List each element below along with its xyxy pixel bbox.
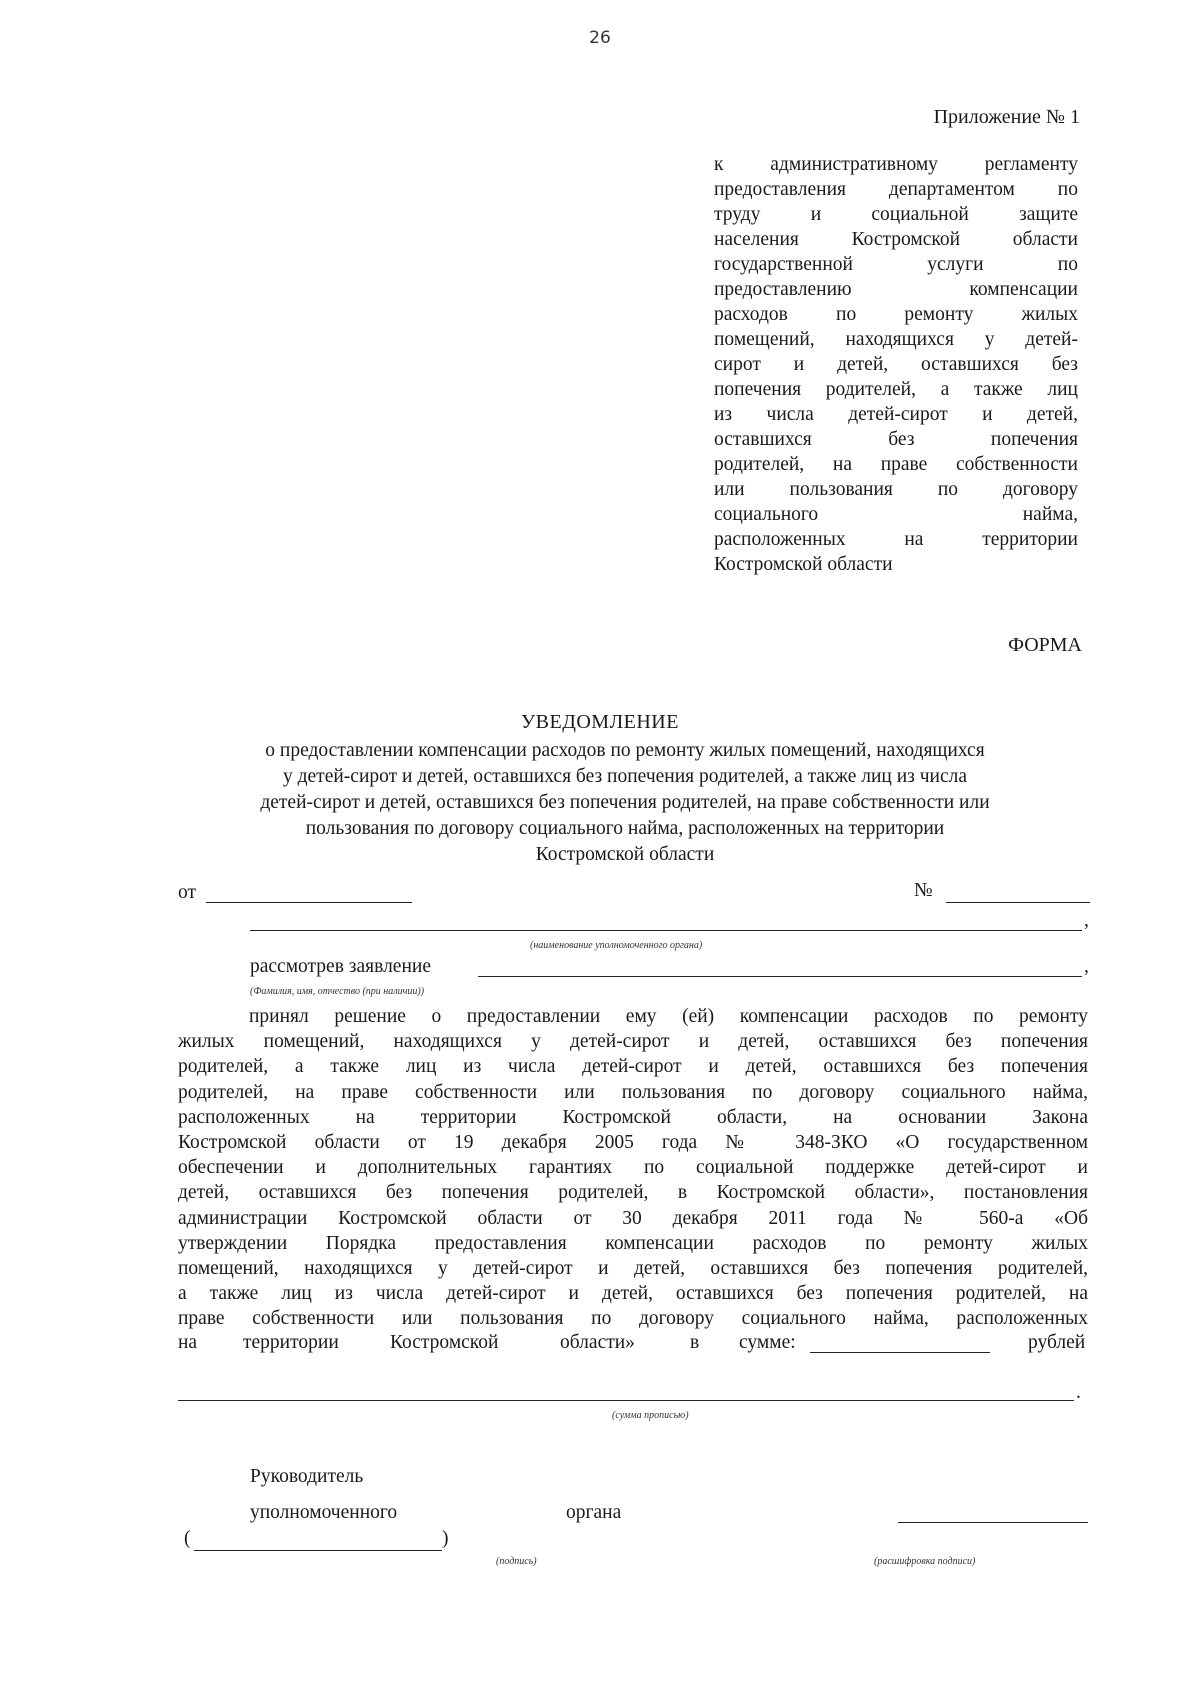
body-line: а также лиц из числа детей-сирот и детей, оставшихся без попечения родителей, на <box>178 1283 1088 1305</box>
form-label: ФОРМА <box>1008 634 1082 656</box>
number-field[interactable] <box>946 902 1090 903</box>
body-line: расположенных на территории Костромской области, на основании Закона <box>178 1106 1088 1128</box>
body-line: администрации Костромской области от 30 декабря 2011 года № 560-а «Об <box>178 1207 1088 1229</box>
addressee-line: попечения родителей, а также лиц <box>714 379 1078 400</box>
addressee-line: труду и социальной защите <box>714 204 1078 225</box>
addressee-line: расположенных на территории <box>714 529 1078 550</box>
open-paren: ( <box>184 1528 191 1549</box>
body-line: праве собственности или пользования по договору социального найма, расположенных <box>178 1308 1088 1330</box>
sign-caption: (подпись) <box>496 1556 537 1567</box>
subtitle-line: у детей-сирот и детей, оставшихся без попечения родителей, а также лиц из числа <box>282 766 968 787</box>
body-line: помещений, находящихся у детей-сирот и детей, оставшихся без попечения родителей, <box>178 1257 1088 1279</box>
period: . <box>1076 1382 1081 1403</box>
document-subtitle <box>160 738 1090 868</box>
addressee-line: Костромской области <box>714 554 893 575</box>
addressee-line: расходов по ремонту жилых <box>714 304 1078 325</box>
rubles-label: рублей <box>1028 1332 1086 1353</box>
body-word: территории <box>243 1332 339 1353</box>
document-title: УВЕДОМЛЕНИЕ <box>521 711 679 733</box>
head-org: органа <box>566 1502 622 1523</box>
addressee-line: к административному регламенту <box>714 154 1078 175</box>
decision-text <box>178 1004 1088 1331</box>
body-word: на <box>178 1332 198 1353</box>
from-label: от <box>178 882 197 903</box>
close-paren: ) <box>442 1528 449 1549</box>
addressee-line: или пользования по договору <box>714 479 1078 500</box>
subtitle-line: о предоставлении компенсации расходов по ремонту жилых помещений, находящихся <box>265 740 985 761</box>
number-label: № <box>914 880 933 901</box>
body-line: жилых помещений, находящихся у детей-сирот и детей, оставшихся без попечения <box>178 1031 1088 1053</box>
addressee-block <box>714 152 1078 577</box>
appendix-label: Приложение № 1 <box>933 106 1080 128</box>
body-line: родителей, а также лиц из числа детей-сирот и детей, оставшихся без попечения <box>178 1056 1088 1078</box>
organ-name-field[interactable] <box>250 930 1082 931</box>
comma: , <box>1084 910 1089 931</box>
addressee-line: социального найма, <box>714 504 1078 525</box>
applicant-fio-field[interactable] <box>478 976 1082 977</box>
sum-digits-field[interactable] <box>810 1352 990 1353</box>
body-line: утверждении Порядка предоставления компенсации расходов по ремонту жилых <box>178 1232 1088 1254</box>
addressee-line: предоставления департаментом по <box>714 179 1078 200</box>
decode-signature-field[interactable] <box>898 1522 1088 1523</box>
addressee-line: сирот и детей, оставшихся без <box>714 354 1078 375</box>
addressee-line: родителей, на праве собственности <box>714 454 1078 475</box>
subtitle-line: детей-сирот и детей, оставшихся без попечения родителей, на праве собственности или <box>260 792 990 813</box>
body-line: родителей, на праве собственности или пользования по договору социального найма, <box>178 1081 1088 1103</box>
addressee-line: помещений, находящихся у детей- <box>714 329 1078 350</box>
signature-field[interactable] <box>194 1550 442 1551</box>
page-number: 26 <box>589 28 611 48</box>
body-line: обеспечении и дополнительных гарантиях по социальной поддержке детей-сирот и <box>178 1157 1088 1179</box>
sum-caption: (сумма прописью) <box>612 1410 689 1421</box>
sum-words-field[interactable] <box>178 1400 1074 1401</box>
body-word: сумме: <box>739 1332 796 1353</box>
date-field[interactable] <box>206 902 412 903</box>
comma: , <box>1084 956 1089 977</box>
subtitle-line: пользования по договору социального найма, расположенных на территории <box>305 818 945 839</box>
fio-caption: (Фамилия, имя, отчество (при наличии)) <box>250 986 425 997</box>
addressee-line: предоставлению компенсации <box>714 279 1078 300</box>
subtitle-line: Костромской области <box>535 844 715 865</box>
decode-caption: (расшифровка подписи) <box>874 1556 976 1567</box>
body-word: Костромской <box>390 1332 499 1353</box>
addressee-line: оставшихся без попечения <box>714 429 1078 450</box>
body-line: детей, оставшихся без попечения родителей, в Костромской области», постановления <box>178 1182 1088 1204</box>
head-line2: уполномоченного <box>250 1502 398 1523</box>
body-word: в <box>690 1332 700 1353</box>
reviewed-label: рассмотрев заявление <box>250 956 431 977</box>
body-line: принял решение о предоставлении ему (ей) компенсации расходов по ремонту <box>249 1006 1088 1027</box>
body-word: области» <box>560 1332 635 1353</box>
head-line1: Руководитель <box>250 1466 364 1487</box>
organ-caption: (наименование уполномоченного органа) <box>530 940 703 951</box>
addressee-line: населения Костромской области <box>714 229 1078 250</box>
addressee-line: из числа детей-сирот и детей, <box>714 404 1078 425</box>
addressee-line: государственной услуги по <box>714 254 1078 275</box>
body-line: Костромской области от 19 декабря 2005 года № 348-ЗКО «О государственном <box>178 1131 1088 1153</box>
